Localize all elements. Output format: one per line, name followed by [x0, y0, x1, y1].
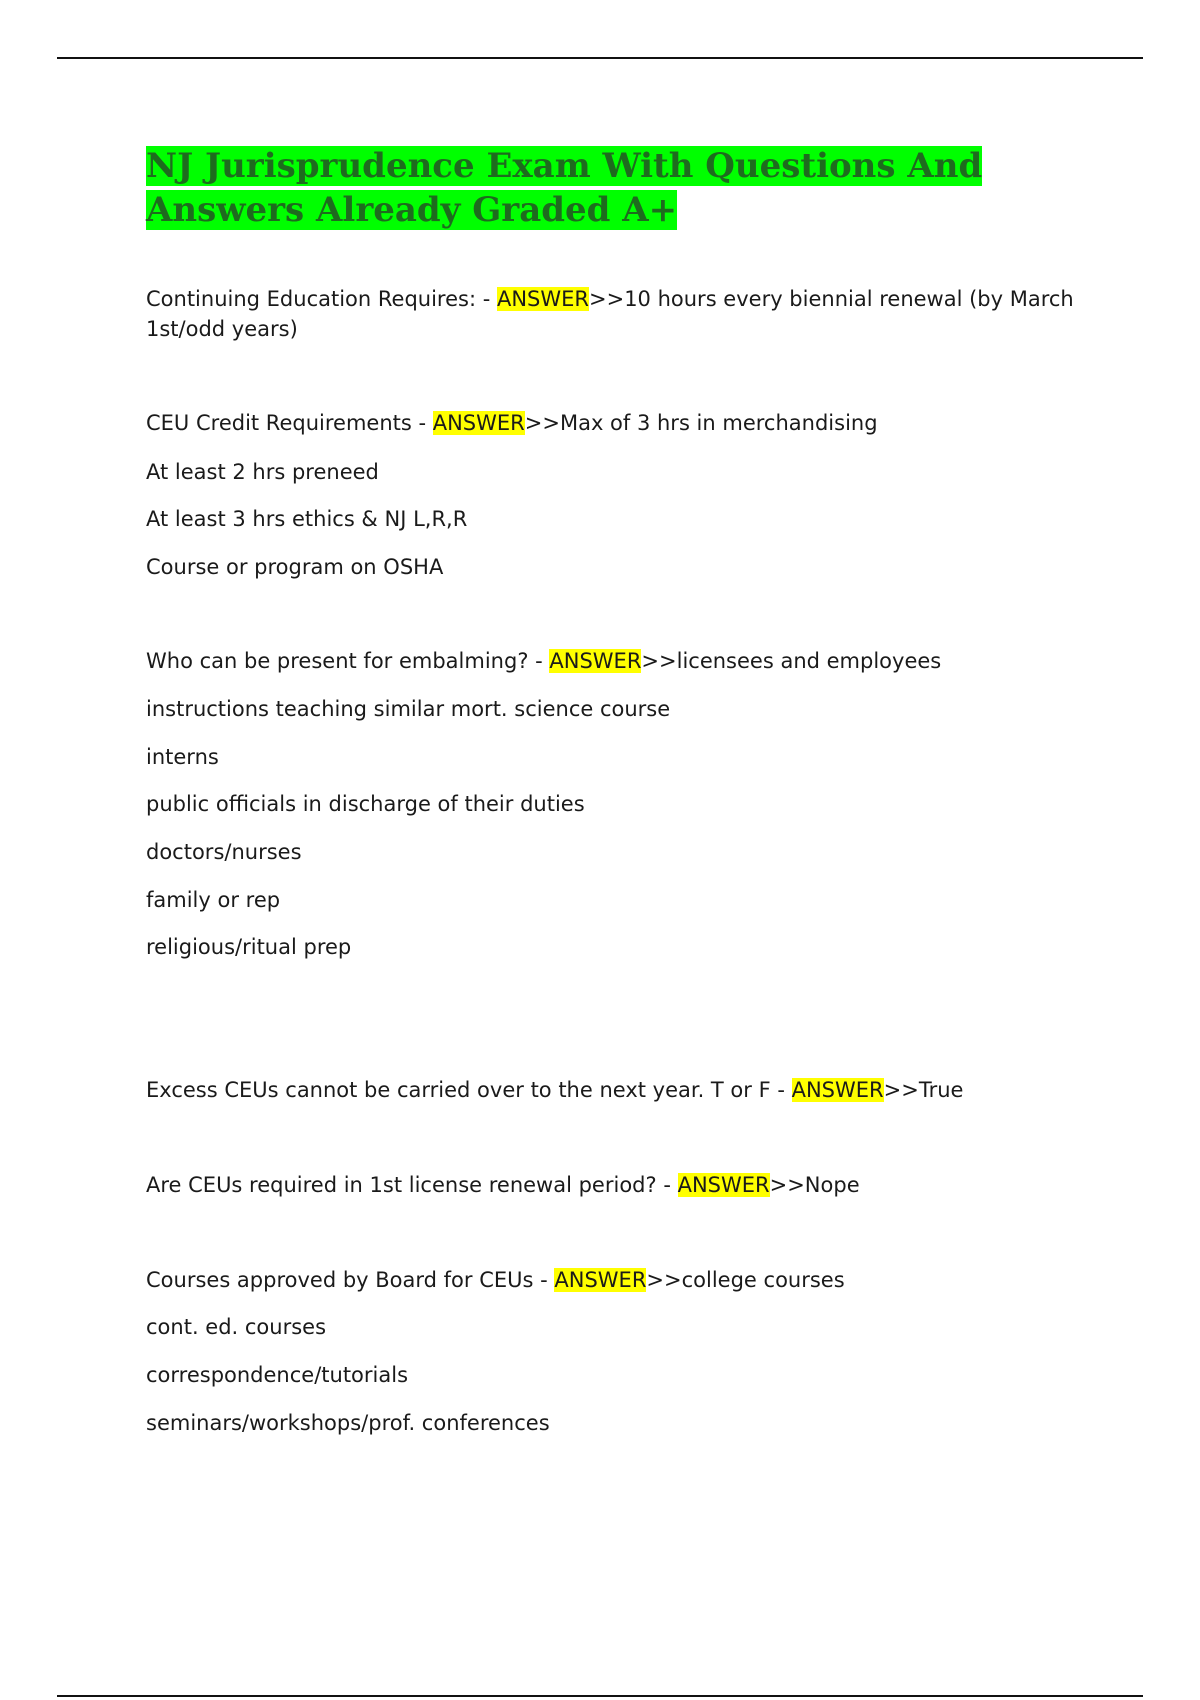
- header-rule: [57, 57, 1143, 59]
- answer-line: instructions teaching similar mort. science course: [146, 697, 671, 721]
- qa-item-3: [146, 646, 941, 676]
- answer-marker: ANSWER: [677, 1173, 770, 1197]
- answer-line: interns: [146, 745, 219, 769]
- document-title: [146, 144, 1086, 232]
- answer-line: At least 2 hrs preneed: [146, 460, 379, 484]
- qa-item-4: [146, 1075, 963, 1105]
- footer-rule: [57, 1695, 1143, 1697]
- answer-text: >>10 hours every biennial renewal (by March 1st/odd years): [146, 287, 1074, 341]
- answer-line: Course or program on OSHA: [146, 555, 444, 579]
- answer-text: >>college courses: [646, 1268, 845, 1292]
- answer-marker: ANSWER: [432, 411, 525, 435]
- answer-line: public officials in discharge of their duties: [146, 792, 585, 816]
- answer-marker: ANSWER: [496, 287, 589, 311]
- answer-text: >>True: [883, 1078, 964, 1102]
- question-text: Who can be present for embalming? -: [146, 649, 550, 673]
- answer-line: correspondence/tutorials: [146, 1363, 409, 1387]
- qa-item-2: [146, 408, 878, 438]
- question-text: Courses approved by Board for CEUs -: [146, 1268, 555, 1292]
- question-text: Are CEUs required in 1st license renewal period? -: [146, 1173, 678, 1197]
- qa-item-5: [146, 1170, 860, 1200]
- answer-line: religious/ritual prep: [146, 935, 352, 959]
- qa-item-6: [146, 1265, 845, 1295]
- qa-item-1: [146, 284, 1096, 344]
- answer-text: >>Nope: [769, 1173, 860, 1197]
- question-text: Continuing Education Requires: -: [146, 287, 497, 311]
- answer-line: seminars/workshops/prof. conferences: [146, 1411, 550, 1435]
- answer-marker: ANSWER: [549, 649, 642, 673]
- answer-line: family or rep: [146, 888, 281, 912]
- answer-marker: ANSWER: [791, 1078, 884, 1102]
- title-highlight: NJ Jurisprudence Exam With Questions And Answers Already Graded A+: [146, 146, 983, 230]
- answer-text: >>licensees and employees: [641, 649, 942, 673]
- answer-line: cont. ed. courses: [146, 1315, 327, 1339]
- answer-line: doctors/nurses: [146, 840, 302, 864]
- answer-line: At least 3 hrs ethics & NJ L,R,R: [146, 507, 468, 531]
- answer-marker: ANSWER: [554, 1268, 647, 1292]
- question-text: CEU Credit Requirements -: [146, 411, 433, 435]
- question-text: Excess CEUs cannot be carried over to the next year. T or F -: [146, 1078, 792, 1102]
- answer-text: >>Max of 3 hrs in merchandising: [524, 411, 878, 435]
